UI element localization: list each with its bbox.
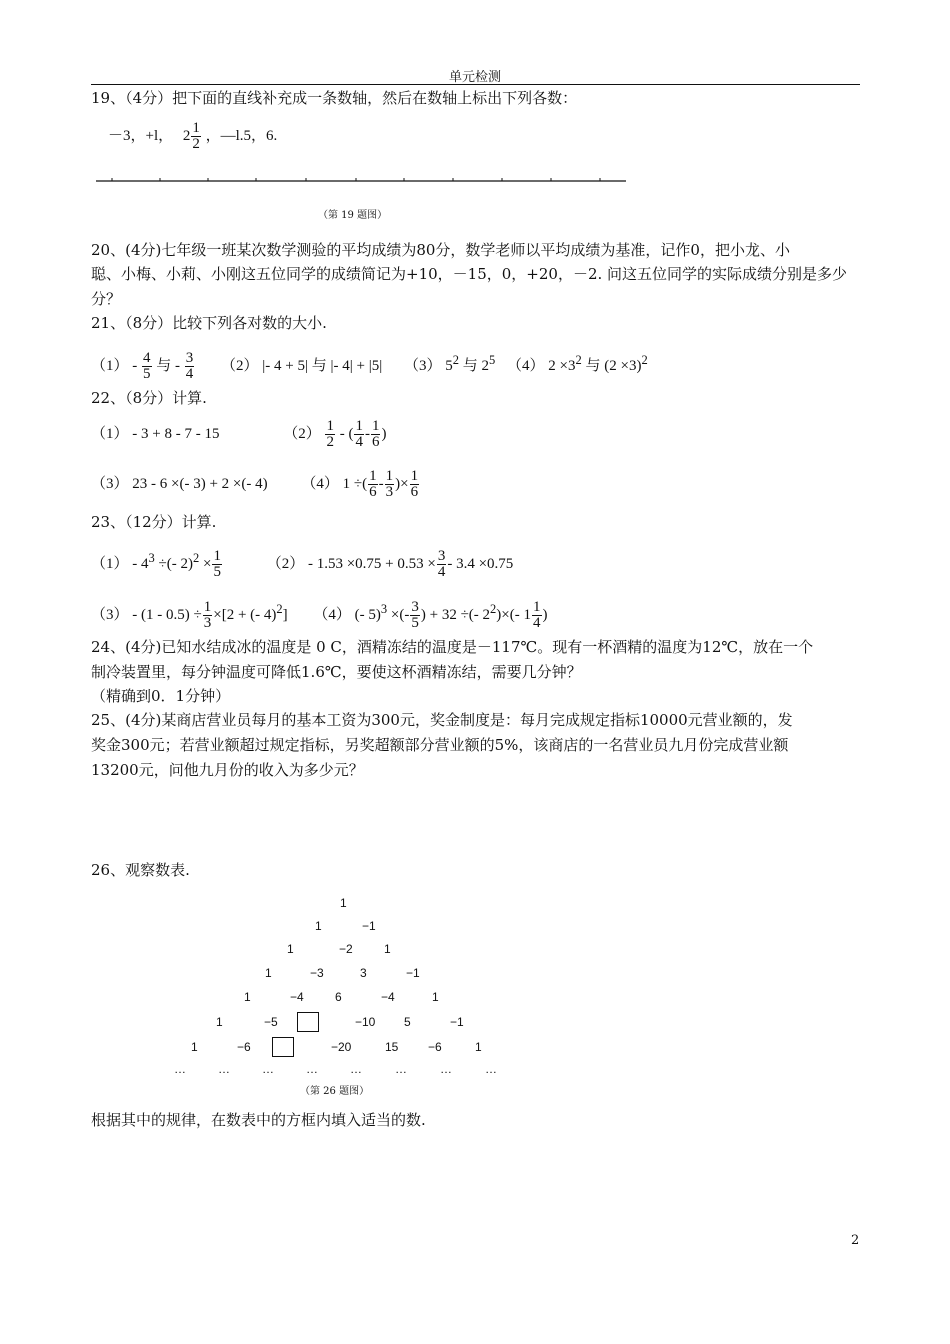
q21-p4-a-exp: 2	[575, 353, 582, 367]
q23-p3-a: - (1 - 0.5) ÷	[132, 607, 202, 623]
q19-mixed-whole: 2	[182, 128, 191, 144]
q21-p3-a: 5	[445, 358, 453, 374]
q21-p4-mid: 与 (2 ×3)	[581, 358, 642, 374]
answer-box[interactable]	[272, 1037, 294, 1057]
q23-p3-b: ×[2 + (- 4)	[213, 607, 277, 623]
q21-p1-sign: -	[132, 358, 138, 374]
header-rule	[91, 84, 860, 85]
triangle-cell: 1	[244, 990, 251, 1004]
q22-p4-mid: -	[378, 476, 384, 492]
q22-p2-mid2: -	[364, 426, 370, 442]
answer-box[interactable]	[297, 1012, 319, 1032]
ellipsis: …	[306, 1062, 318, 1076]
q21-p1-frac-b: $\frac{3}{4}$	[185, 350, 194, 383]
q19-line	[94, 170, 634, 190]
triangle-cell: 1	[216, 1015, 223, 1029]
q23-row1	[91, 537, 513, 585]
q22-p4-start: 1 ÷(	[342, 476, 368, 492]
q24-line1: 24、(4分)已知水结成冰的温度是 0 C，酒精冻结的温度是－117℃。现有一杯酒精的温度为12℃，放在一个	[91, 638, 814, 656]
q22-p2-frac-a: $\frac{1}{2}$	[326, 418, 334, 451]
triangle-cell: −3	[310, 966, 324, 980]
page-header: 单元检测	[448, 70, 501, 85]
q23-p4-label: （4）	[313, 607, 351, 623]
ellipsis: …	[262, 1062, 274, 1076]
q22-p2-label: （2）	[283, 426, 321, 442]
q23-row2	[91, 588, 548, 636]
triangle-cell: 1	[475, 1040, 482, 1054]
q21-p1-mid: 与 -	[156, 358, 181, 374]
q23-p1-a: - 4	[132, 556, 149, 572]
triangle-cell: −1	[406, 966, 420, 980]
triangle-cell: −4	[290, 990, 304, 1004]
q22-row1	[91, 414, 386, 454]
q24-line3: （精确到0．1分钟）	[91, 687, 231, 705]
q25-line2: 奖金300元；若营业额超过规定指标，另奖超额部分营业额的5%，该商店的一名营业员九月份完成营业额	[91, 736, 789, 754]
q21-p3-b-exp: 5	[489, 353, 496, 367]
q22-p4-frac-c: $\frac{1}{6}$	[410, 468, 419, 501]
triangle-cell: −5	[264, 1015, 278, 1029]
q23-title: 23、（12分）计算.	[91, 513, 217, 531]
q23-p2-label: （2）	[266, 556, 305, 572]
ellipsis: …	[350, 1062, 362, 1076]
q21-p1-label: （1）	[91, 358, 129, 374]
q20-line2: 聪、小梅、小莉、小刚这五位同学的成绩简记为+10，－15，0，+20，－2. 问这五位同学的实际成绩分别是多少	[91, 265, 848, 283]
q19-numbers-b: ，—l.5，6.	[205, 128, 278, 144]
q23-p3-b-exp: 2	[276, 602, 283, 616]
q22-p4-frac-a: $\frac{1}{6}$	[369, 468, 377, 501]
q23-p4-frac2: $\frac{1}{4}$	[533, 599, 541, 632]
ellipsis: …	[174, 1062, 186, 1076]
q21-p2-expr: |- 4 + 5| 与 |- 4| + |5|	[262, 358, 383, 374]
triangle-cell: −2	[339, 942, 353, 956]
q24-line2: 制冷装置里，每分钟温度可降低1.6℃，要使这杯酒精冻结，需要几分钟？	[91, 663, 582, 681]
q21-p1-frac-a: $\frac{4}{5}$	[143, 350, 151, 383]
q21-parts	[91, 340, 648, 386]
q23-p1-frac: $\frac{1}{5}$	[213, 548, 221, 581]
q21-p3-b: 2	[481, 358, 489, 374]
q23-p4-c: ) + 32 ÷(- 2	[420, 607, 491, 623]
q21-p4-b-exp: 2	[641, 353, 648, 367]
triangle-cell: −1	[450, 1015, 464, 1029]
q23-p1-b-exp: 2	[192, 551, 200, 565]
q22-p2-frac-b: $\frac{1}{4}$	[355, 418, 363, 451]
q25-line1: 25、(4分)某商店营业员每月的基本工资为300元，奖金制度是：每月完成规定指标10000元营业额的，发	[91, 711, 793, 729]
q20-line1: 20、(4分)七年级一班某次数学测验的平均成绩为80分，数学老师以平均成绩为基准，记作0，把小龙、小	[91, 241, 790, 259]
q21-p3-a-exp: 2	[452, 353, 459, 367]
ellipsis: …	[395, 1062, 407, 1076]
triangle-cell: 1	[340, 896, 347, 910]
triangle-cell: −6	[428, 1040, 442, 1054]
q23-p3-c: ]	[282, 607, 288, 623]
q25-line3: 13200元，问他九月份的收入为多少元？	[91, 761, 364, 779]
triangle-cell: 1	[191, 1040, 198, 1054]
ellipsis: …	[440, 1062, 452, 1076]
q21-p3-mid: 与	[458, 358, 482, 374]
triangle-cell: 1	[265, 966, 272, 980]
triangle-cell: 1	[315, 919, 322, 933]
q21-p2-label: （2）	[221, 358, 259, 374]
triangle-cell: −20	[331, 1040, 352, 1054]
q23-p1-label: （1）	[91, 556, 129, 572]
triangle-cell: 15	[385, 1040, 399, 1054]
q22-p3-expr: 23 - 6 ×(- 3) + 2 ×(- 4)	[132, 476, 268, 492]
q22-row2	[91, 464, 420, 504]
q23-p4-c-exp: 2	[490, 602, 497, 616]
q22-p4-frac-b: $\frac{1}{3}$	[385, 468, 394, 501]
q23-p4-d: )×(- 1	[496, 607, 531, 623]
q21-p4-label: （4）	[507, 358, 545, 374]
q19-numbers-a: －3，+l，	[108, 128, 174, 144]
q26-title: 26、观察数表.	[91, 861, 190, 879]
q26-instruction: 根据其中的规律，在数表中的方框内填入适当的数.	[91, 1111, 426, 1129]
q23-p2-b: - 3.4 ×0.75	[447, 556, 514, 572]
q22-p4-mid2: )×	[395, 476, 409, 492]
triangle-cell: −6	[237, 1040, 251, 1054]
q23-p1-c: ×	[199, 556, 212, 572]
q22-p1-label: （1）	[91, 426, 129, 442]
q23-p4-frac: $\frac{3}{5}$	[411, 599, 419, 632]
q23-p4-a-exp: 3	[380, 602, 388, 616]
triangle-cell: 3	[360, 966, 367, 980]
triangle-cell: −4	[381, 990, 395, 1004]
triangle-cell: 5	[404, 1015, 411, 1029]
ellipsis: …	[218, 1062, 230, 1076]
q21-title: 21、（8分）比较下列各对数的大小.	[91, 314, 327, 332]
q22-p2-end: )	[381, 426, 387, 442]
q20-line3: 分？	[91, 290, 122, 308]
q26-caption: （第 26 题图）	[300, 1086, 370, 1097]
triangle-cell: 1	[287, 942, 294, 956]
q22-p3-label: （3）	[91, 476, 129, 492]
q22-p4-label: （4）	[301, 476, 339, 492]
q22-p2-mid: - (	[339, 426, 354, 442]
q22-title: 22、（8分）计算.	[91, 389, 207, 407]
triangle-cell: −10	[355, 1015, 376, 1029]
q19-caption: （第 19 题图）	[318, 210, 388, 221]
q19-text: 19、（4分）把下面的直线补充成一条数轴，然后在数轴上标出下列各数：	[91, 89, 578, 107]
q19-fraction: $\frac{1}{2}$	[192, 120, 200, 153]
q23-p1-a-exp: 3	[148, 551, 155, 565]
q23-p1-b: ÷(- 2)	[154, 556, 193, 572]
triangle-cell: 6	[335, 990, 342, 1004]
q23-p4-e: )	[542, 607, 548, 623]
q21-p4-a: 2 ×3	[548, 358, 576, 374]
triangle-cell: 1	[384, 942, 391, 956]
q23-p4-b: ×(-	[387, 607, 410, 623]
q19-numbers	[108, 118, 277, 154]
page-number: 2	[851, 1233, 860, 1248]
q23-p3-frac: $\frac{1}{3}$	[203, 599, 212, 632]
ellipsis: …	[485, 1062, 497, 1076]
q23-p2-a: - 1.53 ×0.75 + 0.53 ×	[307, 556, 436, 572]
triangle-cell: 1	[432, 990, 439, 1004]
q23-p3-label: （3）	[91, 607, 129, 623]
triangle-cell: −1	[362, 919, 376, 933]
q23-p2-frac: $\frac{3}{4}$	[437, 548, 446, 581]
q21-p3-label: （3）	[403, 358, 442, 374]
q23-p4-a: (- 5)	[354, 607, 381, 623]
q22-p2-frac-c: $\frac{1}{6}$	[371, 418, 380, 451]
q22-p1-expr: - 3 + 8 - 7 - 15	[132, 426, 220, 442]
